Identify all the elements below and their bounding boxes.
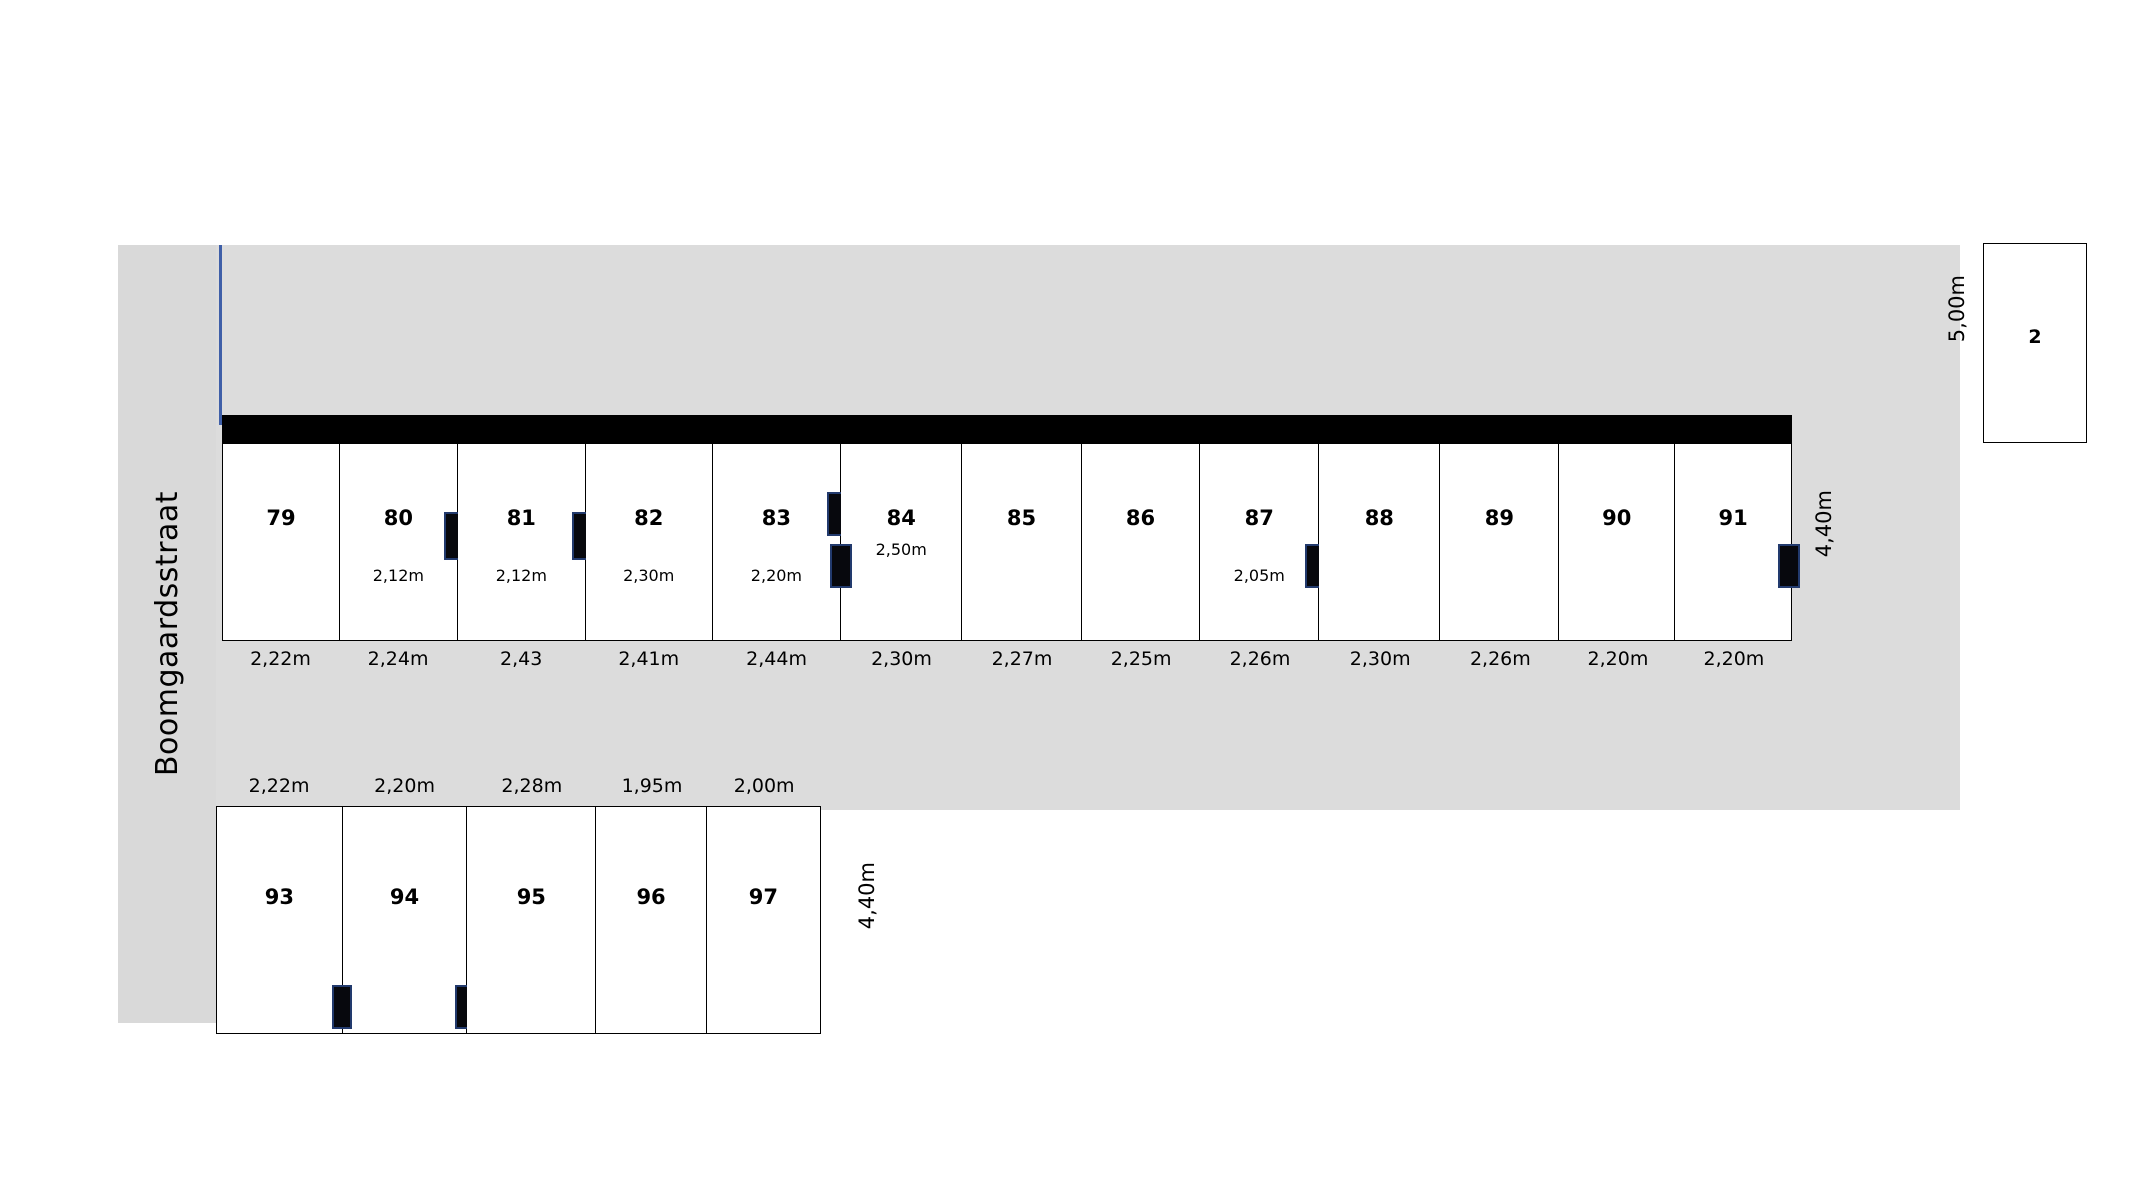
parking-stall-number: 87 — [1244, 506, 1274, 530]
parking-stall-86[interactable] — [1082, 444, 1200, 640]
parking-stall-width-label: 2,30m — [1349, 648, 1411, 670]
parking-stall-width-label: 2,41m — [618, 648, 680, 670]
building-block-2-label: 2 — [2028, 326, 2042, 348]
parking-stall-inner-width: 2,12m — [495, 566, 547, 585]
street-label — [118, 245, 216, 1023]
parking-stall-width-label: 1,95m — [621, 775, 683, 797]
parking-stall-inner-width: 2,20m — [750, 566, 803, 585]
parking-stall-number: 82 — [634, 506, 664, 530]
parking-row-upper-width-dimensions — [222, 648, 1792, 670]
parking-stall-width-label: 2,26m — [1229, 648, 1291, 670]
wall-bar — [222, 415, 1792, 443]
parking-stall-inner-width: 2,50m — [875, 540, 927, 559]
street-label-text: Boomgaardsstraat — [149, 491, 185, 777]
parking-stall-91[interactable] — [1675, 444, 1791, 640]
upper-row-depth-dimension: 4,40m — [1812, 490, 1836, 558]
parking-stall-97[interactable] — [707, 807, 820, 1033]
parking-stall-number: 81 — [506, 506, 536, 530]
parking-stall-number: 79 — [266, 506, 296, 530]
parking-stall-number: 86 — [1125, 506, 1156, 530]
parking-stall-number: 89 — [1484, 506, 1514, 530]
parking-stall-number: 84 — [886, 506, 916, 530]
parking-stall-width-label: 2,20m — [374, 775, 435, 797]
parking-stall-79[interactable] — [223, 444, 340, 640]
parking-row-upper — [222, 443, 1792, 641]
parking-stall-82[interactable] — [586, 444, 713, 640]
parking-stall-number: 94 — [389, 885, 420, 909]
parking-row-lower-width-dimensions — [216, 775, 821, 797]
parking-stall-number: 93 — [264, 885, 294, 909]
parking-stall-84[interactable] — [841, 444, 962, 640]
parking-stall-width-label: 2,28m — [501, 775, 563, 797]
parking-stall-inner-width: 2,30m — [623, 566, 675, 585]
parking-stall-width-label: 2,24m — [367, 648, 429, 670]
parking-stall-81[interactable] — [458, 444, 586, 640]
parking-stall-number: 85 — [1006, 506, 1037, 530]
parking-stall-width-label: 2,44m — [746, 648, 807, 670]
parking-stall-width-label: 2,20m — [1703, 648, 1765, 670]
parking-stall-88[interactable] — [1319, 444, 1440, 640]
parking-stall-90[interactable] — [1559, 444, 1675, 640]
parking-stall-width-label: 2,20m — [1587, 648, 1649, 670]
parking-stall-inner-width: 2,05m — [1233, 566, 1285, 585]
parking-stall-89[interactable] — [1440, 444, 1559, 640]
parking-stall-87[interactable] — [1200, 444, 1319, 640]
parking-stall-96[interactable] — [596, 807, 706, 1033]
parking-stall-number: 80 — [383, 506, 413, 530]
blue-boundary-line — [219, 245, 222, 425]
lower-row-depth-dimension: 4,40m — [855, 862, 879, 930]
parking-stall-width-label: 2,00m — [733, 775, 795, 797]
parking-stall-number: 83 — [761, 506, 792, 530]
parking-stall-number: 88 — [1364, 506, 1394, 530]
building-block-2 — [1983, 243, 2087, 443]
parking-stall-inner-width: 2,12m — [372, 566, 424, 585]
parking-row-lower — [216, 806, 821, 1034]
parking-stall-83[interactable] — [713, 444, 841, 640]
parking-stall-80[interactable] — [340, 444, 458, 640]
parking-stall-number: 91 — [1718, 506, 1748, 530]
structural-pillar — [332, 985, 352, 1029]
structural-pillar — [1778, 544, 1800, 588]
parking-stall-width-label: 2,26m — [1469, 648, 1531, 670]
parking-stall-85[interactable] — [962, 444, 1082, 640]
parking-stall-93[interactable] — [217, 807, 343, 1033]
structural-pillar — [830, 544, 852, 588]
parking-stall-number: 97 — [748, 885, 778, 909]
parking-stall-95[interactable] — [467, 807, 596, 1033]
parking-stall-width-label: 2,25m — [1110, 648, 1172, 670]
parking-stall-number: 90 — [1602, 506, 1632, 530]
parking-stall-number: 96 — [636, 885, 666, 909]
parking-stall-width-label: 2,30m — [871, 648, 932, 670]
right-block-depth-dimension: 5,00m — [1945, 275, 1969, 343]
parking-stall-width-label: 2,27m — [991, 648, 1053, 670]
parking-stall-width-label: 2,43 — [500, 648, 543, 670]
parking-stall-94[interactable] — [343, 807, 468, 1033]
parking-stall-number: 95 — [516, 885, 546, 909]
parking-stall-width-label: 2,22m — [248, 775, 310, 797]
parking-stall-width-label: 2,22m — [250, 648, 311, 670]
